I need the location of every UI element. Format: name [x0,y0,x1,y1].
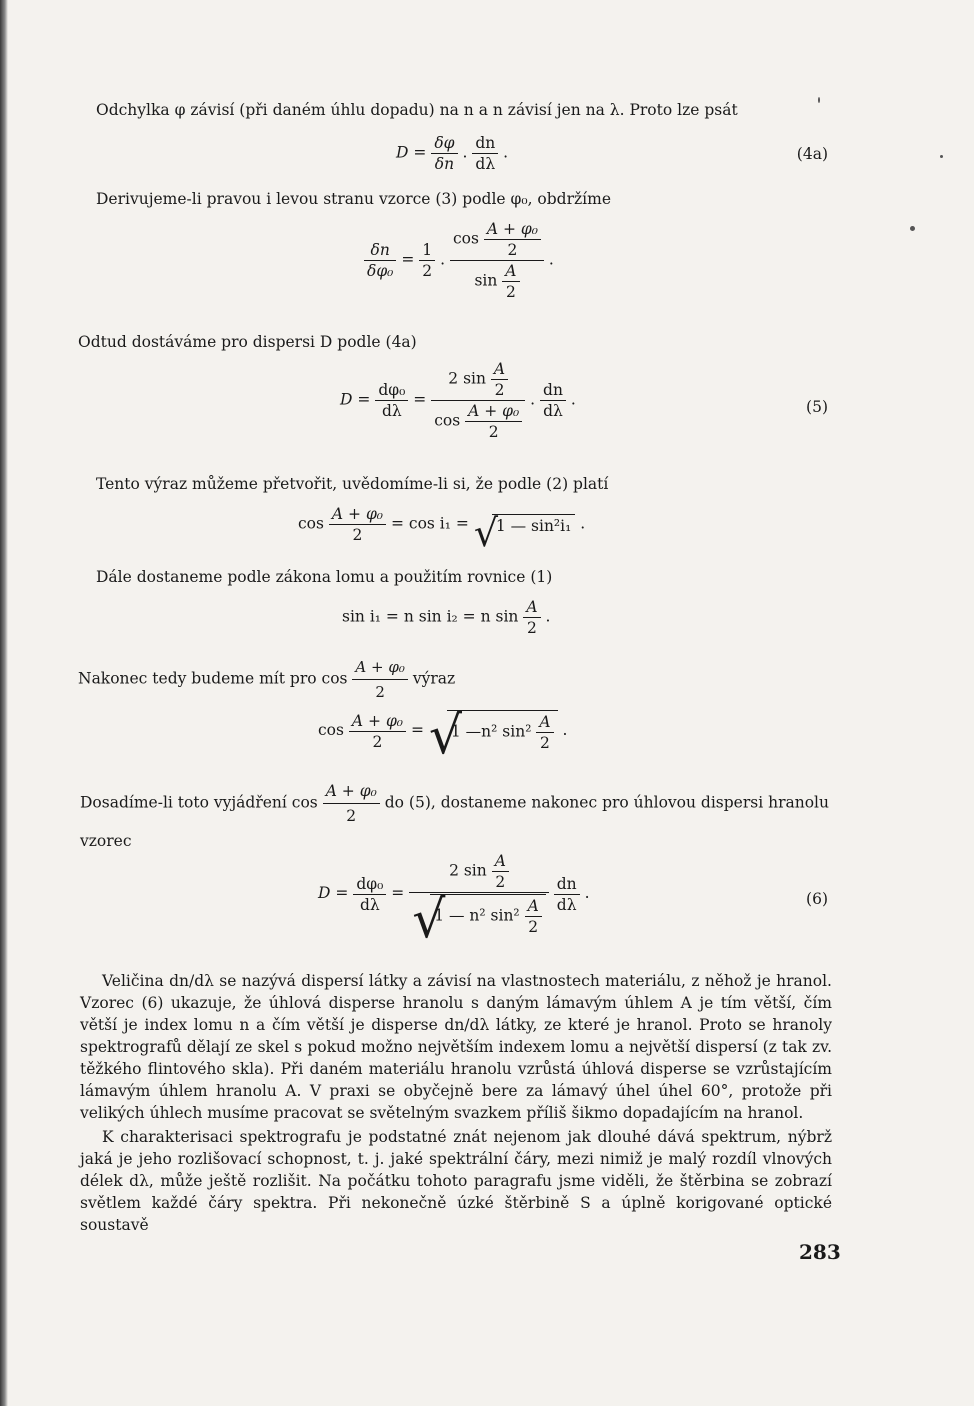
text-line: Odtud dostáváme pro dispersi D podle (4a) [78,333,417,351]
paragraph: Veličina dn/dλ se nazývá dispersí látky a závisí na vlastnostech materiálu, z něhož je hranol. Vzorec (6) ukazuje, že úhlová disperse hranolu s daným lámavým úhlem A je tím větší, čím větší je index lomu n a čím větší je disperse dn/dλ látky, ze které je hranol. Proto se hranoly spektrografů dělají ze skel s pokud možno největším indexem lomu a největší dispersí (z tak zv. těžkého flintového skla). Při daném materiálu hranolu vzrůstá úhlová disperse se vzrůstajícím lámavým úhlem hranolu A. V praxi se obyčejně bere za lámavý úhel úhel 60°, protože při velikých úhlech musíme pracovat se světelným svazkem příliš šikmo dopadajícím na hranol. [80,972,832,1122]
equation-number: (4a) [796,145,828,163]
text-line: Nakonec tedy budeme mít pro cos $\frac{\text{A + φ₀}}{2}$ výraz [78,658,456,701]
fraction: $\frac{\text{A + φ₀}}{2}$ [349,712,406,751]
speck [910,226,915,231]
equation-6: D = $\frac{\text{dφ₀}}{d\lambda}$ = 2 sin $\frac{A}{2}$ √ 1 — n² sin² $\frac{A}{2}$ $\frac{dn}{d\lambda}$ . [318,852,590,950]
equation-cos: cos $\frac{\text{A + φ₀}}{2}$ = cos i₁ = √ 1 — sin²i₁ . [298,505,586,555]
text-line: Odchylka φ závisí (při daném úhlu dopadu) na n a n závisí jen na λ. Proto lze psát [96,101,738,119]
text-line: Tento výraz můžeme přetvořit, uvědomíme-li si, že podle (2) platí [96,475,609,493]
symbol: D [396,143,409,162]
equation-snell: sin i₁ = n sin i₂ = n sin $\frac{A}{2}$ . [342,598,551,637]
fraction: cos $\frac{\text{A + φ₀}}{2}$ sin $\frac{A}{2}$ [450,220,544,301]
speck [940,155,943,158]
text-line: Derivujeme-li pravou i levou stranu vzorce (3) podle φ₀, obdržíme [96,190,612,208]
symbol: = [413,143,427,162]
fraction: $\frac{\text{A + φ₀}}{2}$ [329,505,386,544]
symbol: . [462,143,468,162]
fraction: $\frac{dn}{d\lambda}$ [472,134,498,173]
equation-derivative: $\frac{\delta n}{\text{δφ₀}}$ = $\frac{1}{2}$ . cos $\frac{\text{A + φ₀}}{2}$ sin $\frac{A}{2}$ . [364,220,554,301]
equation-number: (6) [806,890,828,908]
equation-cos-sqrt: cos $\frac{\text{A + φ₀}}{2}$ = √ 1 —n² sin² $\frac{A}{2}$ . [318,706,568,766]
symbol: . [503,143,509,162]
equation-4a [396,134,508,173]
fraction: $\frac{dn}{d\lambda}$ [554,875,580,914]
square-root: √ 1 — sin²i₁ [474,514,576,535]
fraction: 2 sin $\frac{A}{2}$ √ 1 — n² sin² $\frac{A}{2}$ [409,852,549,936]
equation-5: D = $\frac{\text{dφ₀}}{d\lambda}$ = 2 sin $\frac{A}{2}$ cos $\frac{\text{A + φ₀}}{2}$ . $\frac{dn}{d\lambda}$ . [340,360,576,441]
fraction: $\frac{\delta n}{\text{δφ₀}}$ [364,241,396,280]
equation-number: (5) [806,398,828,416]
fraction: $\frac{\text{A + φ₀}}{2}$ [323,780,380,827]
fraction: $\frac{\text{dφ₀}}{d\lambda}$ [353,875,386,914]
fraction: $\frac{\delta\varphi}{\delta n}$ [431,134,457,173]
square-root: √ 1 —n² sin² $\frac{A}{2}$ [429,710,558,752]
fraction: $\frac{A}{2}$ [523,598,540,637]
fraction: 2 sin $\frac{A}{2}$ cos $\frac{\text{A + φ₀}}{2}$ [431,360,525,441]
text-line: vzorec [80,832,132,850]
speck [818,97,820,103]
text-line: Dosadíme-li toto vyjádření cos $\frac{\text{A + φ₀}}{2}$ do (5), dostaneme nakonec pro úhlovou dispersi hranolu [80,782,829,825]
fraction: $\frac{dn}{d\lambda}$ [540,381,566,420]
page-number: 283 [799,1240,841,1264]
fraction: $\frac{1}{2}$ [419,241,435,280]
square-root: √ 1 — n² sin² $\frac{A}{2}$ [412,894,546,936]
page-binding-shadow [0,0,8,1406]
fraction: $\frac{\text{A + φ₀}}{2}$ [352,656,407,703]
fraction: $\frac{\text{dφ₀}}{d\lambda}$ [375,381,408,420]
text-line: Dále dostaneme podle zákona lomu a použitím rovnice (1) [96,568,553,586]
paragraph: K charakterisaci spektrografu je podstatné znát nejenom jak dlouhé dává spektrum, nýbrž jaká je jeho rozlišovací schopnost, t. j. jaké spektrální čáry, mezi nimiž je malý rozdíl vlnových délek dλ, může ještě rozlišit. Na počátku tohoto paragrafu jsme viděli, že štěrbina se zobrazí světlem každé čáry spektra. Při nekonečně úzké štěrbině S a úplně korigované optické soustavě [80,1128,832,1234]
